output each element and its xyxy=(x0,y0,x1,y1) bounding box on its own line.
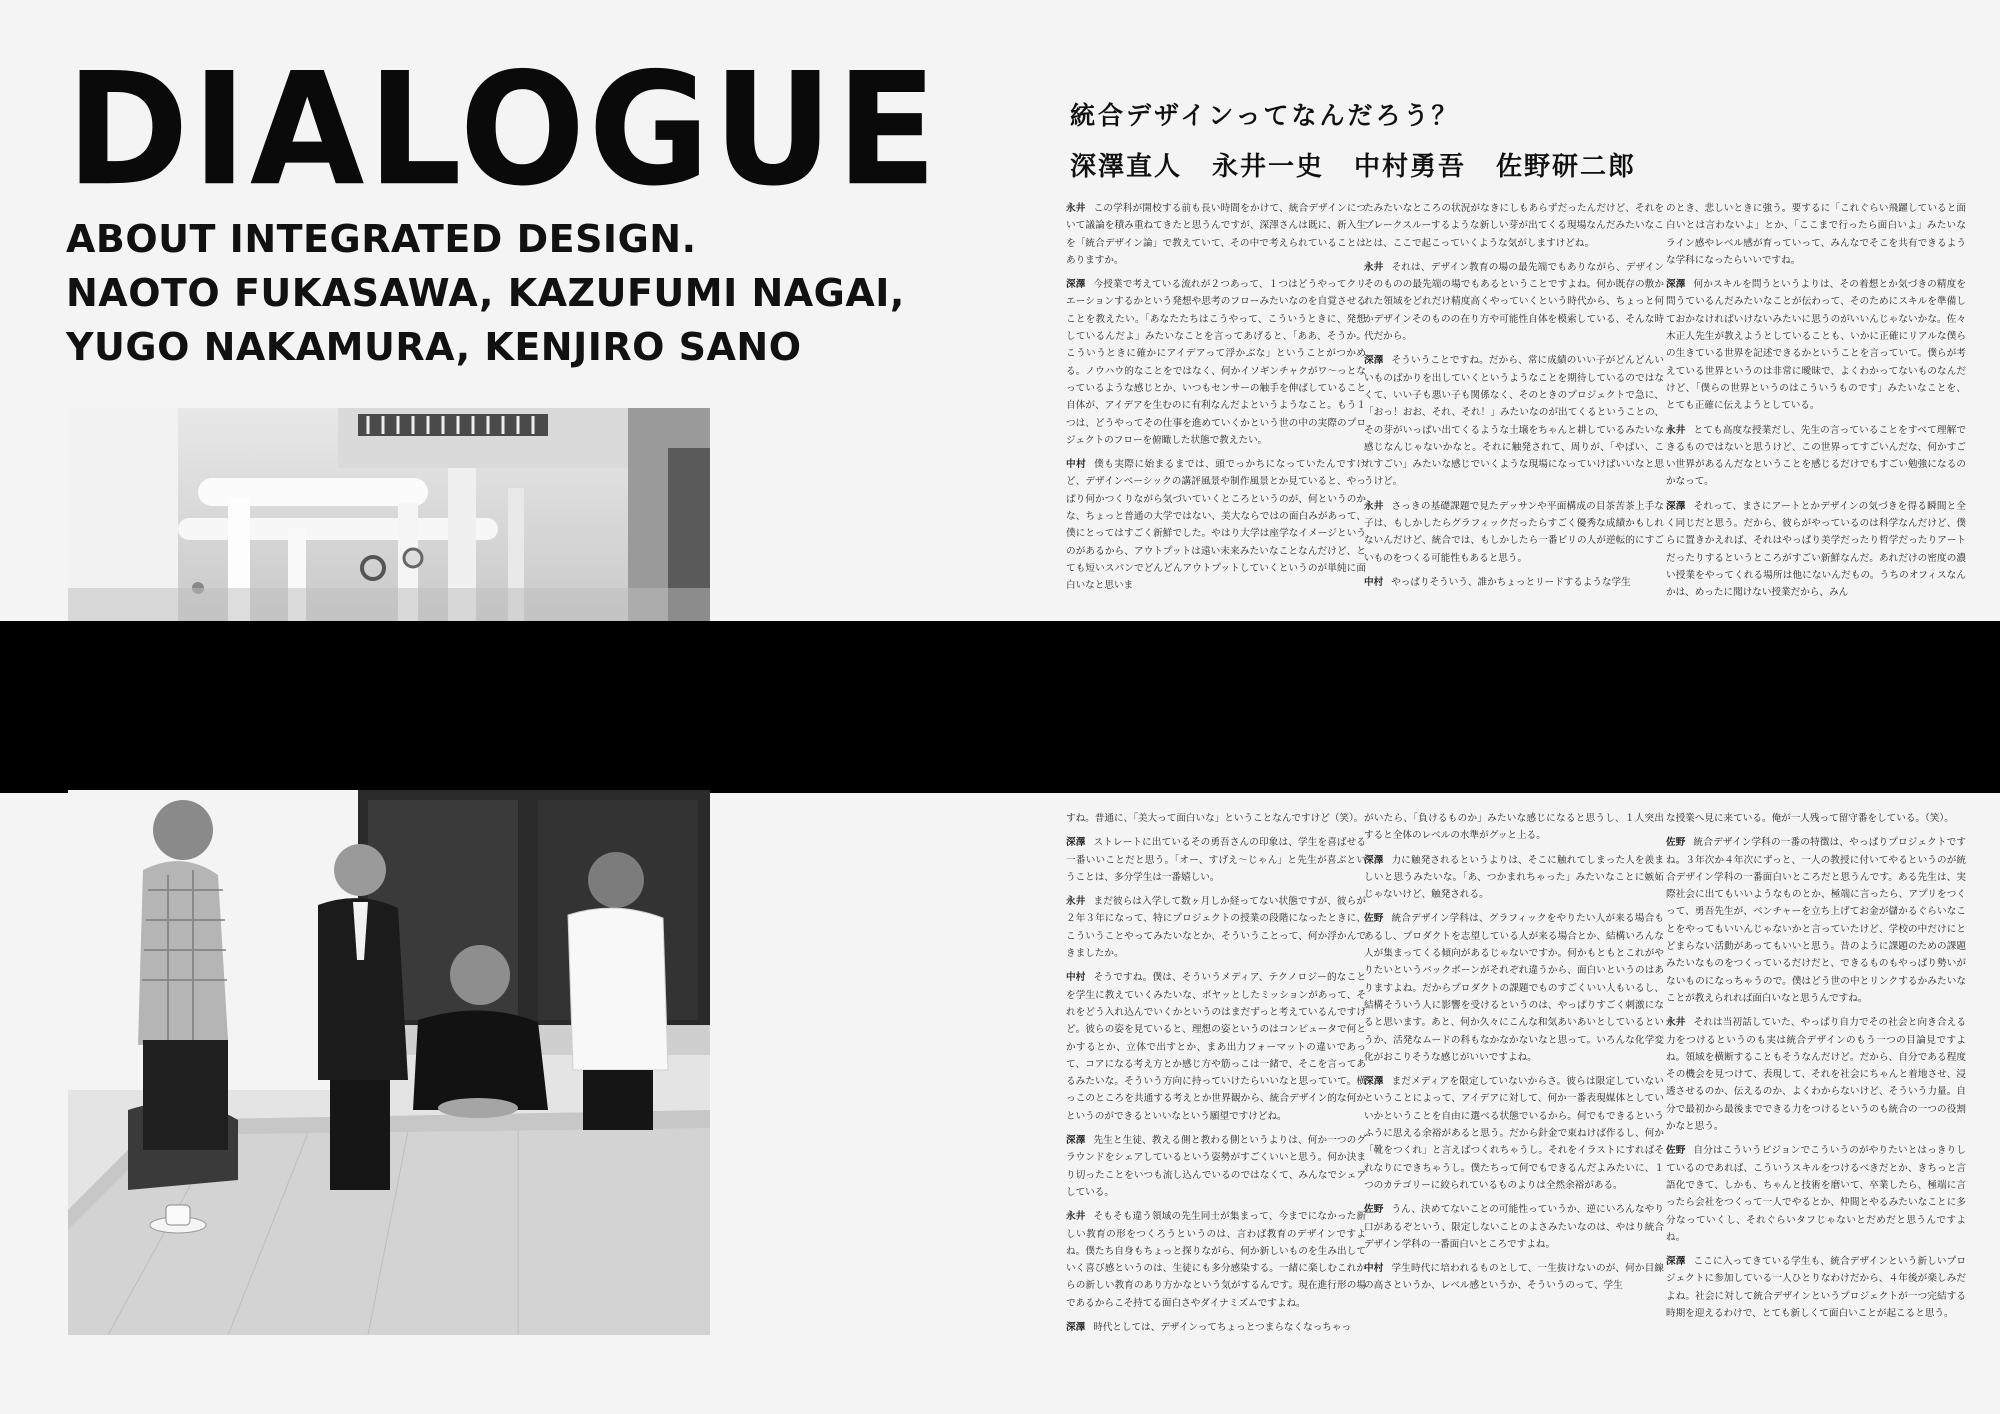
dialogue-text: それって、まさにアートとかデザインの気づきを得る瞬間と全く同じだと思う。だから、彼らがやっているのは科学なんだけど、僕らに置きかえれば、それはやっぱり美学だったり哲学だったりアートだったりするというところがすごい新鮮なんだ。あれだけの密度の濃い授業をやってくれる場所は他にないんだもの。うちのオフィスなんかは、めったに聞けない授業だから、みん xyxy=(1666,500,1966,599)
speaker-name: 中村 xyxy=(1066,459,1087,471)
dialogue-text: そうですね。僕は、そういうメディア、テクノロジー的なことを学生に教えていくみたいな、ボヤッとしたミッションがあって、それをどう入れ込んでいくかというのはまだずっと考えているんですけど。彼らの姿を見ていると、理想の姿というのはコンピュータで何とかするとか、立体で出すとか、まあ出力フォーマットの違いであって、コアになる考え方とか感じ方や筋っこは一緒で、そこを言ってあるみたいな。そういう方向に持っていけたらいいなと思っていて。横っこのところを共通する考えとか世界観から、統合デザイン的な何かというのができるといいなという願望ですけどね。 xyxy=(1066,972,1366,1122)
subtitle-line: ABOUT INTEGRATED DESIGN. xyxy=(66,217,697,261)
speaker-name: 永井 xyxy=(1666,424,1686,436)
dialogue-text: 先生と生徒、教える側と教わる側というよりは、何か一つのグラウンドをシェアしているという姿勢がすごくいいと思う。何か決まり切ったことをいつも流し込んでいるのではなくて、みんなでシェアしている。 xyxy=(1066,1135,1366,1198)
dialogue-text: 何かスキルを問うというよりは、その着想とか気づきの精度を問うているんだみたいなことが伝わって、そのためにスキルを準備しておかなければいけないみたいに思うのがいいんじゃないかな。佐々木正人先生が教えようとしていることも、いかに正確にリアルな僕らの生きている世界を記述できるかということを言っていて。僕らが考えている世界というのは非常に曖昧で、よくわかってないものなんだけど、「僕らの世界というのはこういうものです」みたいなことを、とても正確に伝えようとしている。 xyxy=(1666,279,1966,412)
text-column-2 xyxy=(1364,200,1664,610)
subtitle-line: NAOTO FUKASAWA, KAZUFUMI NAGAI, xyxy=(66,271,905,315)
dialogue-paragraph xyxy=(1066,1208,1366,1312)
text-column-4 xyxy=(1066,810,1366,1355)
dialogue-paragraph xyxy=(1666,834,1966,1007)
participant-name: 中村勇吾 xyxy=(1354,152,1467,182)
speaker-name: 永井 xyxy=(1066,203,1086,214)
dialogue-paragraph xyxy=(1066,834,1366,886)
dialogue-text: 統合デザイン学科は、グラフィックをやりたい人が来る場合もあるし、プロダクトを志望している人が来る場合とか、結構いろんな人が集まってくる傾向があるじゃないですか。何かもともとこれがやりたいというバックボーンがそれぞれ違うから、面白いというのはありますよね。だからプロダクトの課題でものすごくいい人もいるし、結構そういう人に影響を受けるというのは、やっぱりすごく刺激になると思います。あと、何か久々にこんな和気あいあいとしているというか、活発なムードの科もなかなかないなと思って。いろんな化学変化がおこりそうな感じがいいですよね。 xyxy=(1364,913,1664,1063)
speaker-name: 永井 xyxy=(1066,896,1086,908)
dialogue-text: 今授業で考えている流れが２つあって、１つはどうやってクリエーションするかという発想や思考のフローみたいなのを自覚させることを教えたい。「あなたたちはこうやって、こういうときに、発想しているんだよ」みたいなことを言ってあげると、「ああ、そうか。こういうときに確かにアイデアって浮かぶな」ということがつかめる。ノウハウ的なことをではなく、何かイソギンチャクがワ〜っとなっているような感じとか、いつもセンサーの触手を伸ばしていること自体が、アイデアを生むのに有利なんだよというようなこと。もう１つは、どうやってその仕事を進めていくかという世の中の実際のプロジェクトのフローを俯瞰した状態で教えたい。 xyxy=(1066,279,1366,446)
dialogue-paragraph xyxy=(1666,498,1966,602)
dialogue-paragraph xyxy=(1364,352,1664,490)
speaker-name: 佐野 xyxy=(1666,1145,1686,1157)
dialogue-paragraph xyxy=(1364,910,1664,1066)
dialogue-text: たみたいなところの状況がなきにしもあらずだったんだけど、それをブレークスルーするような新しい芽が出てくる現場なんだみたいなことは、ここで起こっていくような気がしますけどね。 xyxy=(1364,203,1664,249)
speaker-name: 深澤 xyxy=(1364,854,1384,866)
participant-name: 深澤直人 xyxy=(1070,152,1183,182)
dialogue-text: ここに入ってきている学生も、統合デザインという新しいプロジェクトに参加している一人ひとりなわけだから、４年後が楽しみだよね。社会に対して統合デザインというプロジェクトが一つ完結する時期を迎えるわけで、とても新しくて面白いことが起こると思う。 xyxy=(1666,1256,1966,1320)
dialogue-paragraph xyxy=(1066,1319,1366,1336)
dialogue-paragraph xyxy=(1666,276,1966,414)
subtitle-line: YUGO NAKAMURA, KENJIRO SANO xyxy=(66,325,802,369)
dialogue-text: それは、デザイン教育の場の最先端でもありながら、デザインそのものの最先端の場でもあるということですよね。何か既存の敷かれた領域をどれだけ精度高くやっていくという時代から、ちょっと何かデザインそのものの在り方や可能性自体を模索している、そんな時代だから。 xyxy=(1364,261,1664,343)
dialogue-paragraph xyxy=(1066,893,1366,962)
dialogue-text: 自分はこういうビジョンでこういうのがやりたいとはっきりしているのであれば、こういうスキルをつけるべきだとか、きちっと言語化できて、しかも、ちゃんと技術を磨いて、卒業したら、極端に言ったら会社をつくって一人でやるとか、仲間とやるみたいなことに多分なっていくし、それぐらいタフじゃないとだめだと思うんですよね。 xyxy=(1666,1145,1966,1243)
speaker-name: 永井 xyxy=(1364,500,1384,512)
dialogue-paragraph xyxy=(1364,852,1664,904)
dialogue-paragraph xyxy=(1364,574,1664,591)
photo-four-people-meeting xyxy=(68,790,710,1335)
speaker-name: 永井 xyxy=(1666,1017,1686,1029)
dialogue-paragraph xyxy=(1066,969,1366,1125)
dialogue-paragraph xyxy=(1666,200,1966,269)
speaker-name: 深澤 xyxy=(1364,1076,1384,1088)
speaker-name: 中村 xyxy=(1364,1263,1384,1275)
black-band xyxy=(0,621,2000,793)
dialogue-text: それは当初話していた、やっぱり自力でその社会と向き合える力をつけるというのも実は統合デザインのもう一つの目論見ですよね。領域を横断することもそうなんだけど。だから、自分である程度その機会を見つけて、表現して、それを社会にちゃんと着地させ、浸透させるのか、伝えるのか、よくわからないけど、そういう力量。自分で最初から最後までできる力をつけるというのも統合の一つの役割かなと思う。 xyxy=(1666,1017,1966,1133)
dialogue-text: うん、決めてないことの可能性っていうか、逆にいろんなやり口があるぞという、限定しないことのよさみたいなのは、やはり統合デザイン学科の一番面白いところですよね。 xyxy=(1364,1204,1664,1250)
dialogue-text: がいたら、「負けるものか」みたいな感じになると思うし、１人突出すると全体のレベルの水準がグッと上る。 xyxy=(1364,813,1664,842)
speaker-name: 深澤 xyxy=(1066,837,1086,849)
speaker-name: 深澤 xyxy=(1066,1135,1086,1147)
page-title: DIALOGUE xyxy=(66,39,941,221)
speaker-name: 佐野 xyxy=(1364,913,1384,925)
dialogue-text: まだメディアを限定していないからさ。彼らは限定していないということによって、アイデアに対して、何か一番表現媒体としていいかということを自由に選べる状態でいるから。何でもできるというふうに思える余裕があると思う。だから針金で束ねけば作るし、何か「靴をつくれ」と言えばつくれちゃうし。それをイラストにすればそれなりにできちゃうし。僕たちって何でもできるんだよみたいに、１つのカテゴリーに絞られているものよりは全然余裕がある。 xyxy=(1364,1076,1664,1191)
dialogue-paragraph xyxy=(1364,1260,1664,1295)
speaker-name: 深澤 xyxy=(1364,355,1384,367)
dialogue-text: この学科が開校する前も長い時間をかけて、統合デザインについて議論を積み重ねてきたと思うんですが、深澤さんは既に、新入生を「統合デザイン論」で教えていて、その中で考えられていることはありますか。 xyxy=(1066,203,1366,266)
dialogue-paragraph xyxy=(1666,422,1966,491)
dialogue-paragraph xyxy=(1066,456,1366,594)
speaker-name: 深澤 xyxy=(1066,279,1086,291)
speaker-name: 深澤 xyxy=(1666,500,1686,512)
dialogue-text: すね。普通に、「美大って面白いな」ということなんですけど（笑）。 xyxy=(1066,813,1364,824)
dialogue-text: まだ彼らは入学して数ヶ月しか経ってない状態ですが、彼らが２年３年になって、特にプロジェクトの授業の段階になったときに、こういうことやってみたいなとか、そういうことって、何か浮かんできましたか。 xyxy=(1066,896,1366,960)
dialogue-paragraph xyxy=(1066,810,1366,827)
heading-japanese: 統合デザインってなんだろう？ xyxy=(1070,101,1460,130)
speaker-name: 佐野 xyxy=(1666,837,1686,849)
dialogue-paragraph xyxy=(1364,1201,1664,1253)
text-column-3 xyxy=(1666,200,1966,610)
dialogue-text: のとき、悲しいときに強う。要するに「これぐらい飛躍していると面白いとは言わないよ」とか、「ここまで行ったら面白いよ」みたいなライン感やレベル感が育っていって、みんなでそこを共有できるような学科になったらいいですね。 xyxy=(1666,203,1966,266)
text-column-1 xyxy=(1066,200,1366,610)
dialogue-text: 力に触発されるというよりは、そこに触れてしまった人を羨ましいと思うみたいな。「あ、つかまれちゃった」みたいなことに嫉妬じゃないけど、触発される。 xyxy=(1364,854,1664,901)
dialogue-paragraph xyxy=(1666,810,1966,827)
dialogue-text: ストレートに出ているその勇吾さんの印象は、学生を喜ばせる一番いいことだと思う。「オー、すげえ〜じゃん」と先生が喜ぶということは、多分学生は一番嬉しい。 xyxy=(1066,837,1366,883)
dialogue-text: 学生時代に培われるものとして、一生抜けないのが、何か目線の高さというか、レベル感というか、そういうのって、学生 xyxy=(1364,1263,1664,1292)
dialogue-paragraph xyxy=(1364,200,1664,252)
text-column-5 xyxy=(1364,810,1664,1355)
dialogue-paragraph xyxy=(1066,200,1366,269)
dialogue-text: 時代としては、デザインってちょっとつまらなくなっちゃっ xyxy=(1093,1322,1352,1334)
speaker-name: 中村 xyxy=(1066,972,1086,984)
dialogue-paragraph xyxy=(1666,1014,1966,1135)
dialogue-paragraph xyxy=(1364,498,1664,567)
dialogue-paragraph xyxy=(1066,1132,1366,1201)
speaker-name: 佐野 xyxy=(1364,1204,1384,1216)
dialogue-text: そもそも違う領域の先生同士が集まって、今までになかった新しい教育の形をつくろうというのは、言わば教育のデザインですよね。僕たち自身もちょっと探りながら、何か新しいものを生み出していく喜び感というのは、生徒にも多分感染する。一緒に楽しむこれからの新しい教育のあり方かなという気がするんです。現在進行形の場であるからこそ持てる面白さやダイナミズムですよね。 xyxy=(1066,1211,1366,1309)
subtitle xyxy=(66,212,905,374)
dialogue-paragraph xyxy=(1666,1253,1966,1322)
dialogue-text: さっきの基礎課題で見たデッサンや平面構成の目茶苦茶上手な子は、もしかしたらグラフィックだったらすごく優秀な成績かもしれないんだけど、統合では、もしかしたら一番ビリの人が逆転的にすごいものをつくる可能性もあると思う。 xyxy=(1364,500,1664,564)
dialogue-text: やっぱりそういう、誰かちょっとリードするような学生 xyxy=(1391,576,1631,588)
dialogue-paragraph xyxy=(1666,1142,1966,1246)
dialogue-paragraph xyxy=(1364,259,1664,345)
participant-name: 佐野研二郎 xyxy=(1496,152,1637,182)
text-column-6 xyxy=(1666,810,1966,1355)
participant-names xyxy=(1070,146,1636,183)
dialogue-text: そういうことですね。だから、常に成績のいい子がどんどんいいものばかりを出していくというようなことを期待しているのではなくて、いい子も悪い子も関係なく、そのときのプロジェクトで急に、「おっ！おお、それ、それ！」みたいなのが出てくるということの、その芽がいっぱい出てくるような土壌をちゃんと耕しているみたいな感じなんじゃないかなと。それに触発されて、周りが、「やばい、これすごい」みたいな感じでいくような現場になっていけばいいなと思うけど。 xyxy=(1364,355,1664,488)
speaker-name: 深澤 xyxy=(1066,1322,1086,1334)
speaker-name: 永井 xyxy=(1066,1211,1086,1223)
dialogue-text: 統合デザイン学科の一番の特徴は、やっぱりプロジェクトですね。３年次か４年次にずっと、一人の教授に付いてやるというのが統合デザイン学科の一番面白いところだと思うんです。ある先生は、実際社会に出てもいいようなものとか、極端に言ったら、アプリをつくって、勇吾先生が、ベンチャーを立ち上げてお金が儲かるぐらいなことをやってもいいんじゃないかと言っていたけど、学校の中だけにとどまらない活動があってもいいと思う。昔のように課題のための課題みたいなものをつくっているだけだと、できるものもやっぱり勢いがないものになっちゃうので。僕はどう世の中とリンクするかみたいなことが教えられれば面白いなと思うんですね。 xyxy=(1666,837,1966,1004)
speaker-name: 中村 xyxy=(1364,576,1384,588)
speaker-name: 深澤 xyxy=(1666,279,1686,291)
photo-interior-pipes xyxy=(68,408,710,623)
dialogue-paragraph xyxy=(1066,276,1366,449)
dialogue-text: とても高度な授業だし、先生の言っていることをすべて理解できるものではないと思うけど、この世界ってすごいんだな、何かすごい世界があるんだなということを感じるだけでもすごい勉強になるのかなって。 xyxy=(1666,424,1966,488)
speaker-name: 永井 xyxy=(1364,261,1384,273)
dialogue-paragraph xyxy=(1364,1073,1664,1194)
dialogue-text: な授業へ見に来ている。俺が一人残って留守番をしている。（笑）。 xyxy=(1666,813,1954,824)
dialogue-paragraph xyxy=(1364,810,1664,845)
speaker-name: 深澤 xyxy=(1666,1256,1686,1268)
dialogue-text: 僕も実際に始まるまでは、頭でっかちになっていたんですけど、デザインベーシックの講評風景や制作風景とか見ていると、やっぱり何かつくりながら気づいていくところというのが、何というのかな、ちょっと普通の大学ではない、美大ならではの面白みがあって、僕にとってはすごく新鮮でした。やはり大学は座学なイメージというのがあるから、アウトプットは遠い未来みたいなことなんだけど、とても短いスパンでどんどんアウトプットしていくというのが単純に面白いなと思いま xyxy=(1066,459,1366,592)
participant-name: 永井一史 xyxy=(1212,152,1325,182)
